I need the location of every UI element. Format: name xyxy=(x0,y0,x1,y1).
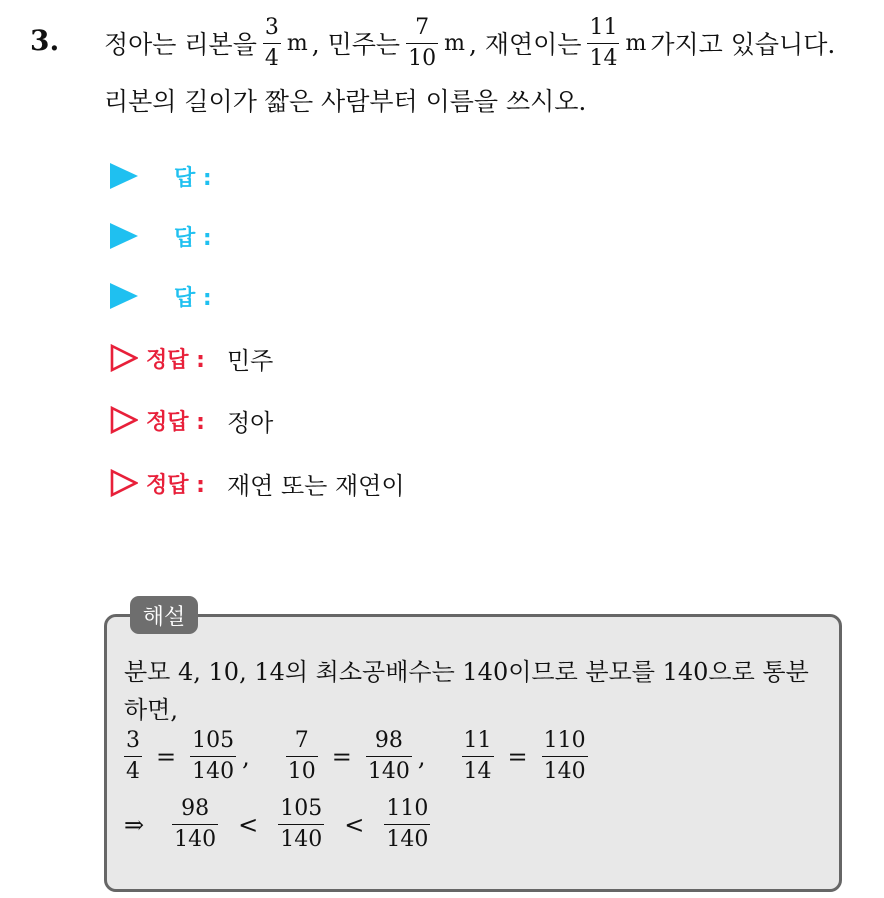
fraction-numerator: 11 xyxy=(589,14,618,40)
answer-label: 답 : xyxy=(174,165,212,191)
equals-sign: = xyxy=(507,742,528,771)
fraction-numerator: 3 xyxy=(126,728,140,753)
unit-m: m xyxy=(444,30,465,56)
fraction-denominator: 14 xyxy=(462,756,494,783)
correct-answer-label: 정답 : xyxy=(146,472,205,498)
triangle-outline-icon xyxy=(110,406,138,434)
answer-blank-1[interactable] xyxy=(110,158,212,194)
equals-sign: = xyxy=(331,742,352,771)
fraction-11-14 xyxy=(587,14,619,71)
correct-answer-2 xyxy=(110,400,273,440)
correct-answer-1 xyxy=(110,338,273,378)
fraction-numerator: 110 xyxy=(543,728,586,753)
fraction-numerator: 98 xyxy=(181,796,210,821)
unit-m: m xyxy=(286,30,308,56)
fraction xyxy=(384,798,430,851)
fraction-numerator: 105 xyxy=(280,796,323,821)
fraction xyxy=(190,730,236,783)
answer-blank-3[interactable] xyxy=(110,278,212,314)
triangle-outline-icon xyxy=(110,469,138,497)
question-text-a: 정아는 리본을 xyxy=(104,30,257,59)
unit-m: m xyxy=(625,30,647,56)
fraction-denominator: 140 xyxy=(384,824,430,851)
fraction-numerator: 110 xyxy=(386,796,429,821)
correct-answer-value: 민주 xyxy=(226,346,274,375)
comma: , xyxy=(242,742,250,771)
answer-label: 답 : xyxy=(174,285,212,311)
play-triangle-icon xyxy=(110,223,138,249)
less-than-sign: < xyxy=(344,810,365,839)
fraction xyxy=(286,730,318,783)
equals-sign: = xyxy=(156,742,177,771)
fraction-3-4 xyxy=(263,14,281,71)
answer-blank-2[interactable] xyxy=(110,218,212,254)
solution-line-2: 하면, xyxy=(124,696,178,724)
fraction-numerator: 98 xyxy=(374,728,403,753)
solution-equations xyxy=(124,730,594,783)
question-line-2: 리본의 길이가 짧은 사람부터 이름을 쓰시오. xyxy=(104,87,587,116)
fraction-numerator: 7 xyxy=(415,14,430,40)
fraction-denominator: 4 xyxy=(124,756,142,783)
fraction-denominator: 10 xyxy=(286,756,318,783)
fraction-denominator: 140 xyxy=(542,756,588,783)
question-text-b: , 민주는 xyxy=(311,30,401,59)
triangle-outline-icon xyxy=(110,344,138,372)
fraction-7-10 xyxy=(406,14,438,71)
fraction-denominator: 14 xyxy=(587,43,619,70)
fraction-numerator: 105 xyxy=(192,728,235,753)
fraction-denominator: 4 xyxy=(263,43,281,70)
fraction-denominator: 140 xyxy=(278,824,324,851)
question-line-1 xyxy=(104,12,835,74)
fraction-numerator: 11 xyxy=(463,728,492,753)
correct-answer-value: 재연 또는 재연이 xyxy=(226,471,405,500)
correct-answer-value: 정아 xyxy=(226,408,274,437)
fraction-denominator: 140 xyxy=(190,756,236,783)
play-triangle-icon xyxy=(110,283,138,309)
fraction xyxy=(542,730,588,783)
fraction xyxy=(462,730,494,783)
solution-order xyxy=(124,798,436,851)
correct-answer-3 xyxy=(110,463,405,503)
fraction xyxy=(124,730,142,783)
play-triangle-icon xyxy=(110,163,138,189)
correct-answer-label: 정답 : xyxy=(146,409,205,435)
fraction-denominator: 140 xyxy=(172,824,218,851)
question-text-c: , 재연이는 xyxy=(468,30,582,59)
question-text-d: 가지고 있습니다. xyxy=(650,30,836,59)
fraction-numerator: 7 xyxy=(294,728,309,753)
fraction xyxy=(172,798,218,851)
fraction xyxy=(278,798,324,851)
less-than-sign: < xyxy=(238,810,259,839)
solution-tag: 해설 xyxy=(130,596,198,634)
fraction-denominator: 10 xyxy=(406,43,438,70)
implies-arrow: ⇒ xyxy=(124,810,145,839)
comma: , xyxy=(417,742,426,771)
answer-label: 답 : xyxy=(174,225,212,251)
correct-answer-label: 정답 : xyxy=(146,347,205,373)
fraction xyxy=(366,730,412,783)
question-number: 3. xyxy=(30,24,60,57)
fraction-numerator: 3 xyxy=(264,14,279,40)
fraction-denominator: 140 xyxy=(366,756,412,783)
solution-line-1: 분모 4, 10, 14의 최소공배수는 140이므로 분모를 140으로 통분 xyxy=(124,658,809,686)
